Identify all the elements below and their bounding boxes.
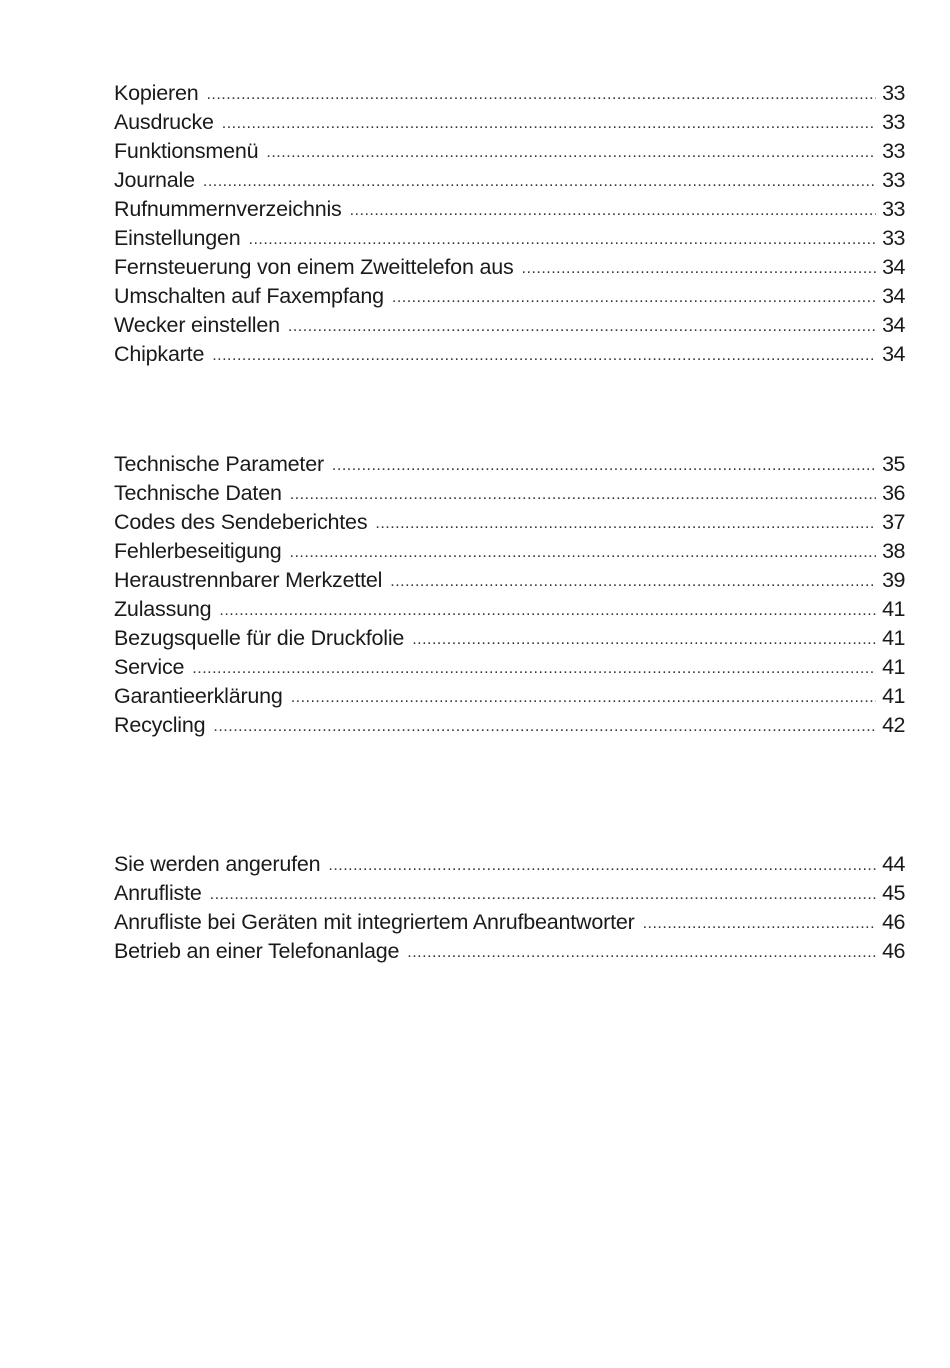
toc-entry <box>114 653 905 682</box>
toc-entry <box>114 711 905 740</box>
toc-entry-title: Wecker einstellen <box>114 313 280 337</box>
toc-entry-title: Service <box>114 655 185 679</box>
toc-entry-title: Recycling <box>114 713 206 737</box>
toc-entry-page: 34 <box>882 284 905 308</box>
toc-entry-page: 46 <box>882 939 905 963</box>
dot-leader <box>222 109 876 138</box>
toc-entry-page: 33 <box>882 226 905 250</box>
toc-entry-page: 45 <box>882 881 905 905</box>
dot-leader <box>210 880 876 909</box>
toc-section <box>114 79 905 369</box>
toc-entry-page: 41 <box>882 684 905 708</box>
toc-entry-page: 33 <box>882 168 905 192</box>
toc-entry-page: 42 <box>882 713 905 737</box>
toc-entry-page: 41 <box>882 655 905 679</box>
dot-leader <box>192 654 876 683</box>
toc-entry-title: Bezugsquelle für die Druckfolie <box>114 626 405 650</box>
toc-entry <box>114 108 905 137</box>
toc-entry <box>114 282 905 311</box>
toc-entry <box>114 908 905 937</box>
toc-entry <box>114 224 905 253</box>
dot-leader <box>332 451 876 480</box>
dot-leader <box>328 851 876 880</box>
toc-entry-title: Kopieren <box>114 81 199 105</box>
toc-entry-title: Funktionsmenü <box>114 139 259 163</box>
toc-entry-title: Heraustrennbarer Merkzettel <box>114 568 383 592</box>
dot-leader <box>290 538 877 567</box>
dot-leader <box>249 225 877 254</box>
toc-entry-title: Rufnummernverzeichnis <box>114 197 342 221</box>
dot-leader <box>522 254 877 283</box>
toc-entry-page: 38 <box>882 539 905 563</box>
toc-entry-title: Anrufliste bei Geräten mit integriertem Anrufbeantworter <box>114 910 635 934</box>
toc-entry-title: Ausdrucke <box>114 110 214 134</box>
toc-entry-title: Sie werden angerufen <box>114 852 321 876</box>
toc-entry <box>114 195 905 224</box>
toc-entry <box>114 79 905 108</box>
dot-leader <box>407 938 876 967</box>
toc-entry <box>114 137 905 166</box>
dot-leader <box>203 167 876 196</box>
toc-entry <box>114 340 905 369</box>
toc-entry-page: 46 <box>882 910 905 934</box>
toc-entry <box>114 479 905 508</box>
toc-entry-page: 34 <box>882 313 905 337</box>
toc-entry <box>114 253 905 282</box>
toc-entry-page: 33 <box>882 139 905 163</box>
toc-entry-page: 41 <box>882 597 905 621</box>
toc-entry <box>114 682 905 711</box>
toc-entry <box>114 450 905 479</box>
dot-leader <box>288 312 876 341</box>
toc-entry-page: 35 <box>882 452 905 476</box>
toc-entry-page: 34 <box>882 255 905 279</box>
toc-entry-title: Garantieerklärung <box>114 684 283 708</box>
toc-entry-page: 34 <box>882 342 905 366</box>
toc-entry-title: Technische Daten <box>114 481 282 505</box>
toc-entry <box>114 166 905 195</box>
toc-entry <box>114 937 905 966</box>
toc-entry-page: 44 <box>882 852 905 876</box>
toc-entry-title: Codes des Sendeberichtes <box>114 510 368 534</box>
dot-leader <box>219 596 876 625</box>
dot-leader <box>206 80 876 109</box>
toc-entry-title: Journale <box>114 168 195 192</box>
dot-leader <box>375 509 876 538</box>
dot-leader <box>266 138 876 167</box>
dot-leader <box>643 909 876 938</box>
toc-entry <box>114 311 905 340</box>
toc-entry-title: Umschalten auf Faxempfang <box>114 284 384 308</box>
toc-entry-page: 37 <box>882 510 905 534</box>
toc-entry-title: Chipkarte <box>114 342 205 366</box>
toc-entry-title: Technische Parameter <box>114 452 324 476</box>
toc-section <box>114 450 905 740</box>
toc-entry <box>114 879 905 908</box>
toc-entry <box>114 537 905 566</box>
toc-entry <box>114 595 905 624</box>
toc-entry-page: 33 <box>882 81 905 105</box>
toc-entry-page: 41 <box>882 626 905 650</box>
dot-leader <box>390 567 876 596</box>
toc-entry-title: Einstellungen <box>114 226 241 250</box>
dot-leader <box>392 283 876 312</box>
toc-entry-title: Zulassung <box>114 597 212 621</box>
dot-leader <box>291 683 876 712</box>
toc-entry <box>114 566 905 595</box>
toc-entry-page: 33 <box>882 110 905 134</box>
dot-leader <box>350 196 876 225</box>
dot-leader <box>212 341 876 370</box>
toc-entry-title: Fernsteuerung von einem Zweittelefon aus <box>114 255 514 279</box>
toc-entry-title: Fehlerbeseitigung <box>114 539 282 563</box>
dot-leader <box>213 712 876 741</box>
toc-section <box>114 850 905 966</box>
toc-entry-page: 36 <box>882 481 905 505</box>
toc-entry <box>114 850 905 879</box>
toc-entry-title: Anrufliste <box>114 881 202 905</box>
dot-leader <box>412 625 876 654</box>
toc-entry <box>114 624 905 653</box>
dot-leader <box>290 480 876 509</box>
toc-entry <box>114 508 905 537</box>
toc-entry-page: 39 <box>882 568 905 592</box>
toc-entry-title: Betrieb an einer Telefonanlage <box>114 939 400 963</box>
toc-entry-page: 33 <box>882 197 905 221</box>
